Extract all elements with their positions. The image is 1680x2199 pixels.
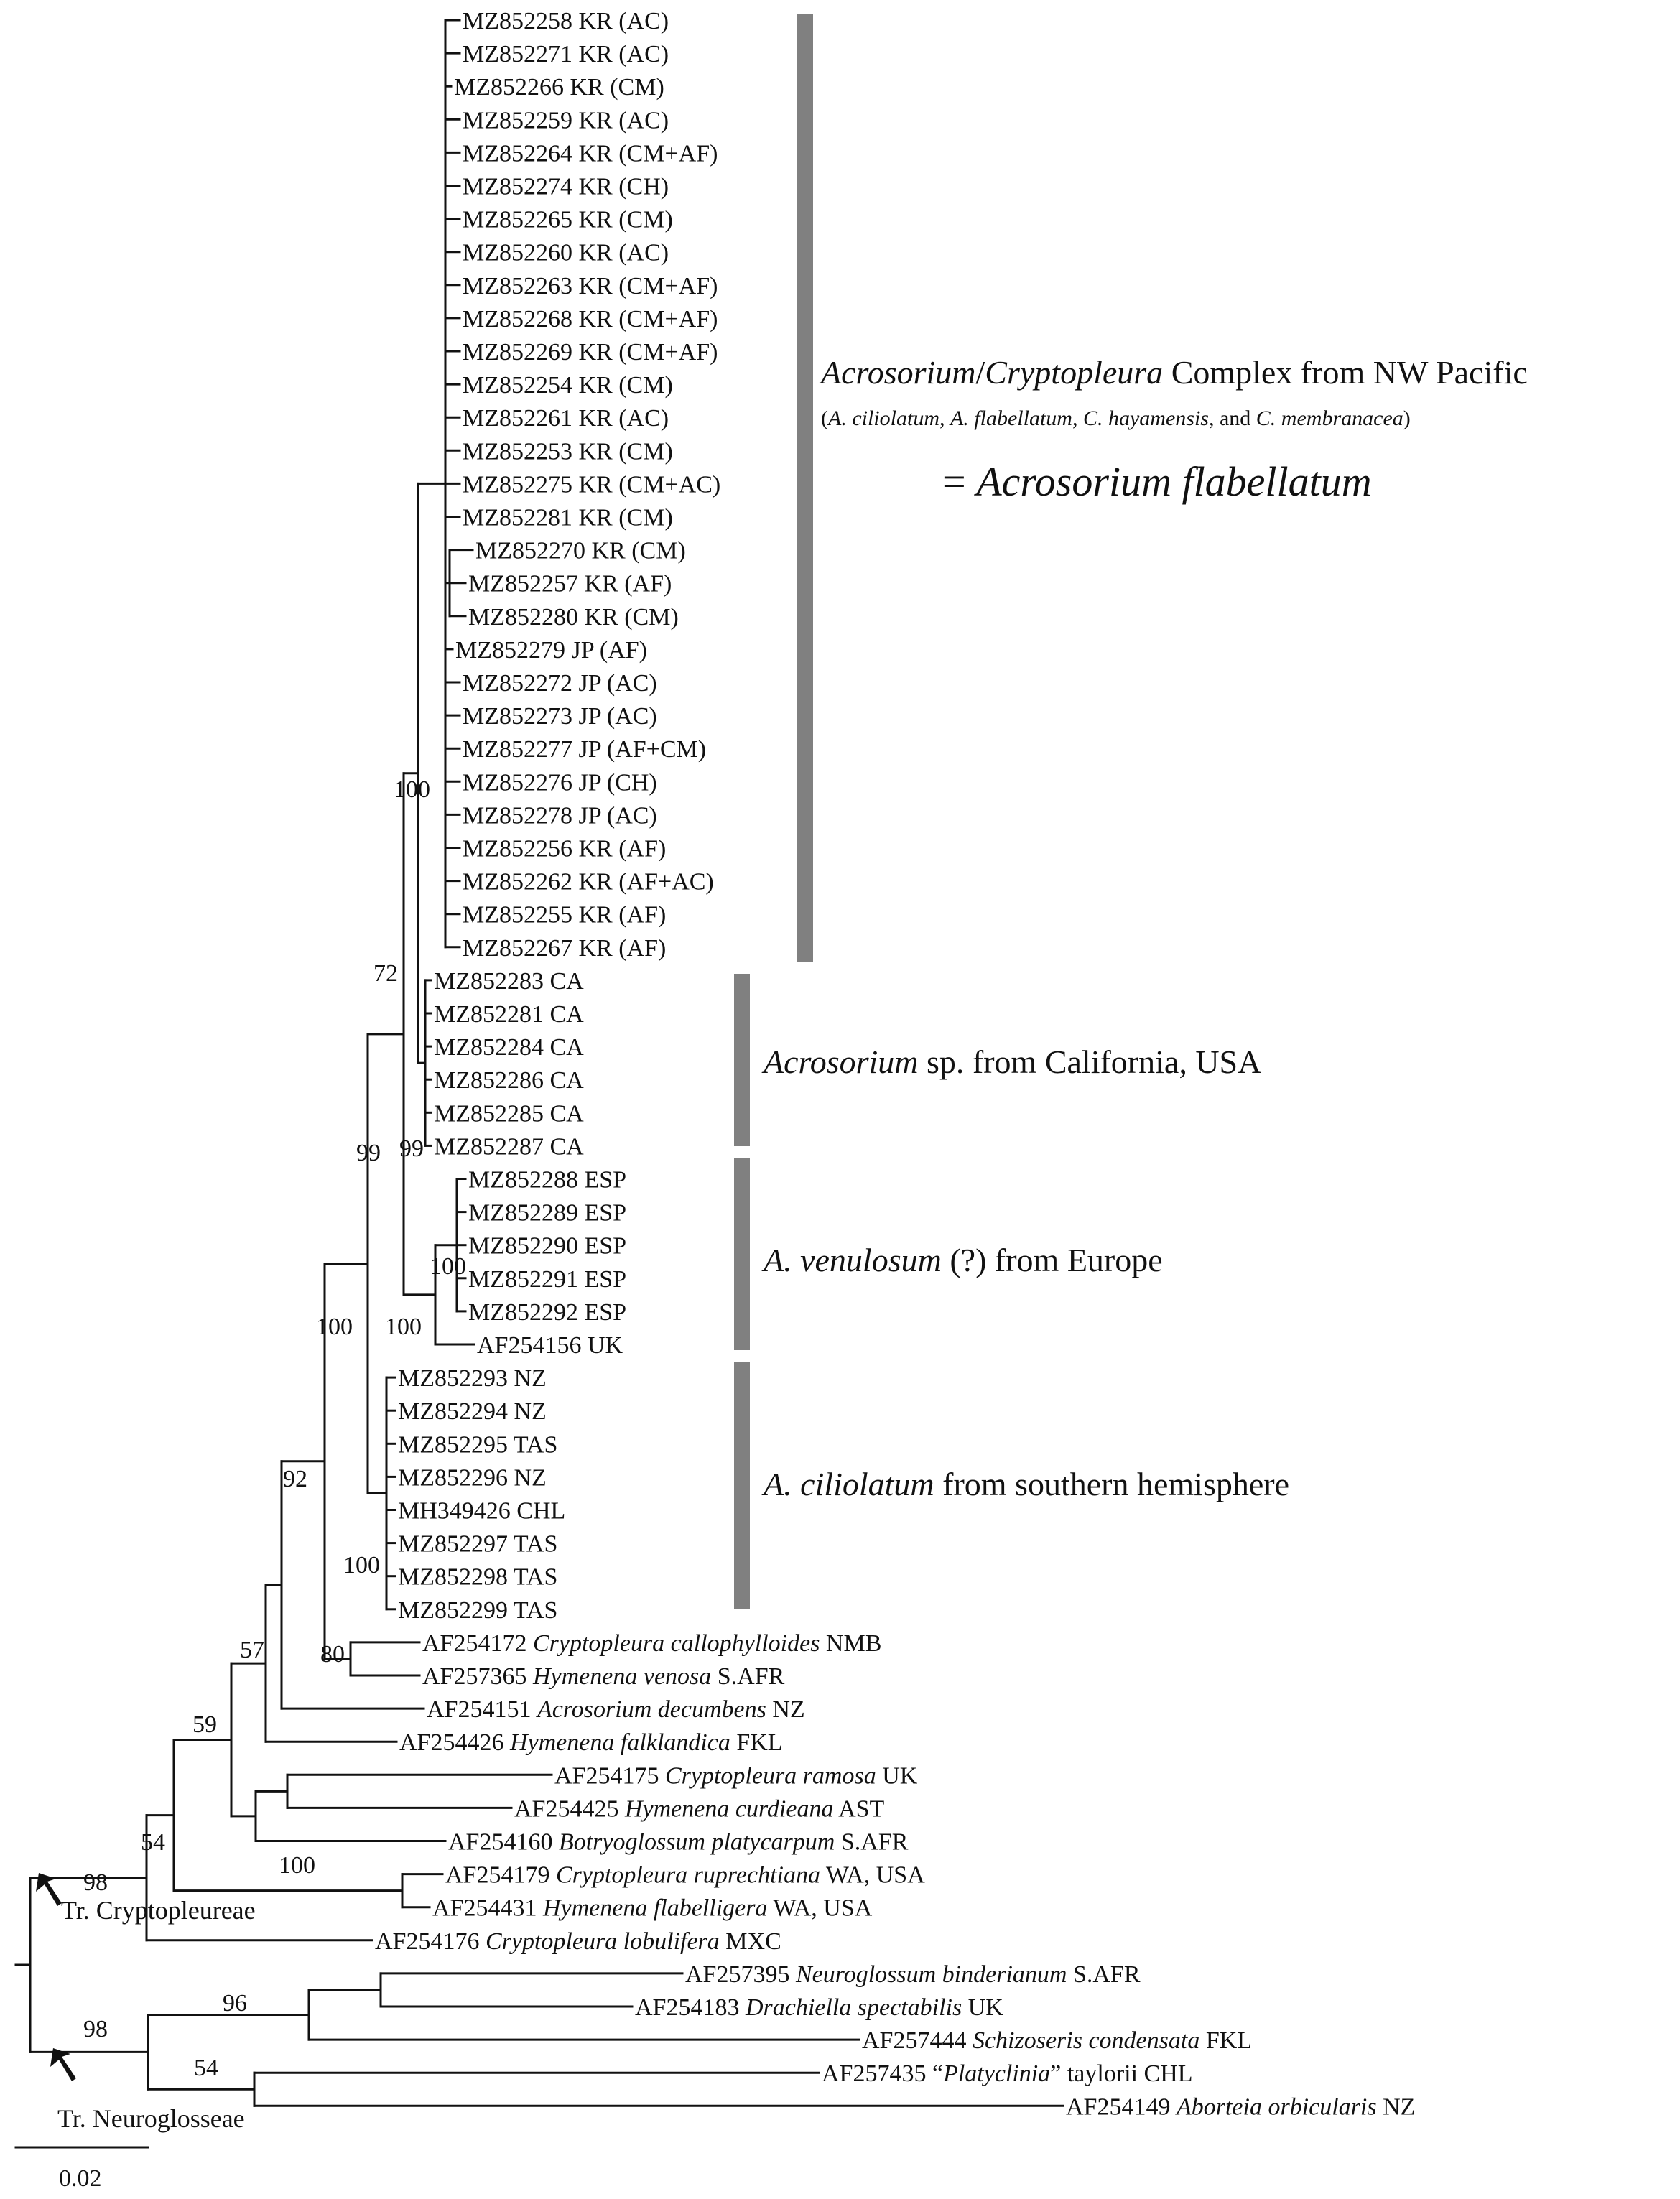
tip-label: MZ852274 KR (CH) [463, 173, 669, 200]
clade-label-nwpacific-subtitle: (A. ciliolatum, A. flabellatum, C. hayamensis, and C. membranacea) [821, 406, 1411, 430]
tip-label: MZ852267 KR (AF) [463, 934, 667, 962]
tip-label: MZ852258 KR (AC) [463, 8, 669, 34]
support-value: 98 [83, 2016, 108, 2042]
support-value: 92 [283, 1466, 307, 1492]
clade-bar-southern [734, 1362, 750, 1609]
tip-label: AF254179 Cryptopleura ruprechtiana WA, USA [445, 1861, 925, 1889]
tip-label: AF254175 Cryptopleura ramosa UK [554, 1762, 918, 1790]
tip-label: AF254156 UK [477, 1332, 623, 1359]
support-value: 99 [356, 1140, 381, 1166]
tip-label: MH349426 CHL [398, 1497, 566, 1525]
tip-label: MZ852271 KR (AC) [463, 41, 669, 68]
support-value: 80 [320, 1641, 345, 1668]
tip-label: MZ852289 ESP [468, 1199, 627, 1227]
support-value: 96 [223, 1990, 247, 2017]
scale-bar-label: 0.02 [59, 2165, 102, 2192]
tip-label: AF254425 Hymenena curdieana AST [514, 1795, 885, 1823]
clade-label-california: Acrosorium sp. from California, USA [764, 1043, 1262, 1080]
tip-label: MZ852299 TAS [398, 1596, 558, 1624]
tip-label: MZ852283 CA [434, 967, 584, 995]
tribe-label-neuroglosseae: Tr. Neuroglosseae [57, 2104, 245, 2133]
tip-label: MZ852277 JP (AF+CM) [463, 736, 707, 763]
tip-label: MZ852285 CA [434, 1100, 584, 1128]
clade-bar-europe [734, 1158, 750, 1350]
tip-label: MZ852287 CA [434, 1133, 584, 1161]
tip-label: AF257435 “Platyclinia” taylorii CHL [822, 2060, 1193, 2088]
support-value: 100 [316, 1314, 353, 1340]
support-value: 100 [394, 776, 430, 803]
support-value: 100 [430, 1253, 466, 1280]
support-value: 54 [141, 1829, 165, 1856]
tip-label: MZ852263 KR (CM+AF) [463, 272, 718, 299]
tip-label: MZ852256 KR (AF) [463, 835, 667, 863]
arrow-icon-neuroglosseae [50, 2048, 76, 2081]
tip-label: MZ852275 KR (CM+AC) [463, 471, 721, 498]
tip-label: MZ852272 JP (AC) [463, 670, 657, 697]
tip-label: AF257365 Hymenena venosa S.AFR [422, 1663, 785, 1690]
support-values [83, 776, 466, 2081]
tip-label: AF254149 Aborteia orbicularis NZ [1066, 2093, 1416, 2121]
tip-label: MZ852284 CA [434, 1034, 584, 1061]
tip-label: MZ852296 NZ [398, 1464, 547, 1492]
clade-label-europe: A. venulosum (?) from Europe [764, 1242, 1163, 1278]
support-value: 100 [385, 1314, 422, 1340]
support-value: 57 [240, 1637, 264, 1663]
tip-label: MZ852288 ESP [468, 1166, 627, 1194]
tip-label: MZ852295 TAS [398, 1431, 558, 1459]
tip-label: MZ852262 KR (AF+AC) [463, 868, 714, 896]
tribe-label-cryptopleureae: Tr. Cryptopleureae [61, 1896, 256, 1925]
tip-label: AF257395 Neuroglossum binderianum S.AFR [685, 1961, 1141, 1988]
support-value: 54 [194, 2055, 218, 2081]
tip-label: AF254172 Cryptopleura callophylloides NMB [422, 1630, 882, 1657]
clade-bar-california [734, 974, 750, 1146]
tip-label: MZ852281 KR (CM) [463, 504, 673, 531]
tip-label: MZ852266 KR (CM) [454, 74, 664, 101]
tip-label: MZ852270 KR (CM) [475, 537, 686, 564]
tip-label: MZ852260 KR (AC) [463, 239, 669, 266]
tip-label: AF254431 Hymenena flabelligera WA, USA [432, 1895, 873, 1922]
tip-label: AF254183 Drachiella spectabilis UK [635, 1994, 1003, 2021]
tip-label: MZ852278 JP (AC) [463, 802, 657, 829]
tip-label: AF257444 Schizoseris condensata FKL [862, 2027, 1253, 2055]
clade-label-nwpacific-title: Acrosorium/Cryptopleura Complex from NW Pacific [821, 354, 1528, 391]
tip-label: MZ852276 JP (CH) [463, 769, 657, 796]
tip-label: MZ852297 TAS [398, 1530, 558, 1558]
tip-label: MZ852255 KR (AF) [463, 901, 667, 929]
clade-label-nwpacific-equals: = Acrosorium flabellatum [942, 458, 1372, 505]
tip-label: MZ852261 KR (AC) [463, 405, 669, 432]
tip-label: MZ852291 ESP [468, 1265, 627, 1293]
tip-label: AF254426 Hymenena falklandica FKL [399, 1729, 783, 1757]
tip-label: MZ852286 CA [434, 1067, 584, 1094]
tip-label: MZ852280 KR (CM) [468, 603, 679, 631]
tip-label: MZ852290 ESP [468, 1232, 627, 1260]
tip-label: MZ852257 KR (AF) [468, 570, 672, 598]
support-value: 99 [399, 1135, 424, 1162]
tip-label: MZ852264 KR (CM+AF) [463, 140, 718, 167]
tip-label: MZ852269 KR (CM+AF) [463, 339, 718, 366]
tip-label: MZ852298 TAS [398, 1563, 558, 1591]
tip-label: AF254160 Botryoglossum platycarpum S.AFR [448, 1828, 909, 1856]
tip-label: MZ852253 KR (CM) [463, 438, 673, 465]
clade-bar-nwpacific [797, 14, 813, 962]
tip-label: MZ852273 JP (AC) [463, 703, 657, 730]
tip-label: AF254151 Acrosorium decumbens NZ [427, 1696, 805, 1724]
tip-label: AF254176 Cryptopleura lobulifera MXC [375, 1928, 781, 1955]
support-value: 100 [343, 1552, 380, 1579]
support-value: 100 [279, 1852, 315, 1879]
tip-label: MZ852265 KR (CM) [463, 206, 673, 233]
support-value: 98 [83, 1869, 108, 1896]
tip-label: MZ852268 KR (CM+AF) [463, 305, 718, 333]
tip-label: MZ852259 KR (AC) [463, 107, 669, 134]
tip-label: MZ852254 KR (CM) [463, 372, 673, 399]
support-value: 72 [373, 960, 398, 987]
tip-label: MZ852279 JP (AF) [455, 636, 647, 664]
tip-label: MZ852294 NZ [398, 1398, 547, 1426]
tip-label: MZ852293 NZ [398, 1365, 547, 1393]
tip-label: MZ852281 CA [434, 1001, 584, 1028]
tip-label: MZ852292 ESP [468, 1298, 627, 1326]
support-value: 59 [192, 1711, 217, 1738]
clade-label-southern: A. ciliolatum from southern hemisphere [764, 1466, 1290, 1502]
